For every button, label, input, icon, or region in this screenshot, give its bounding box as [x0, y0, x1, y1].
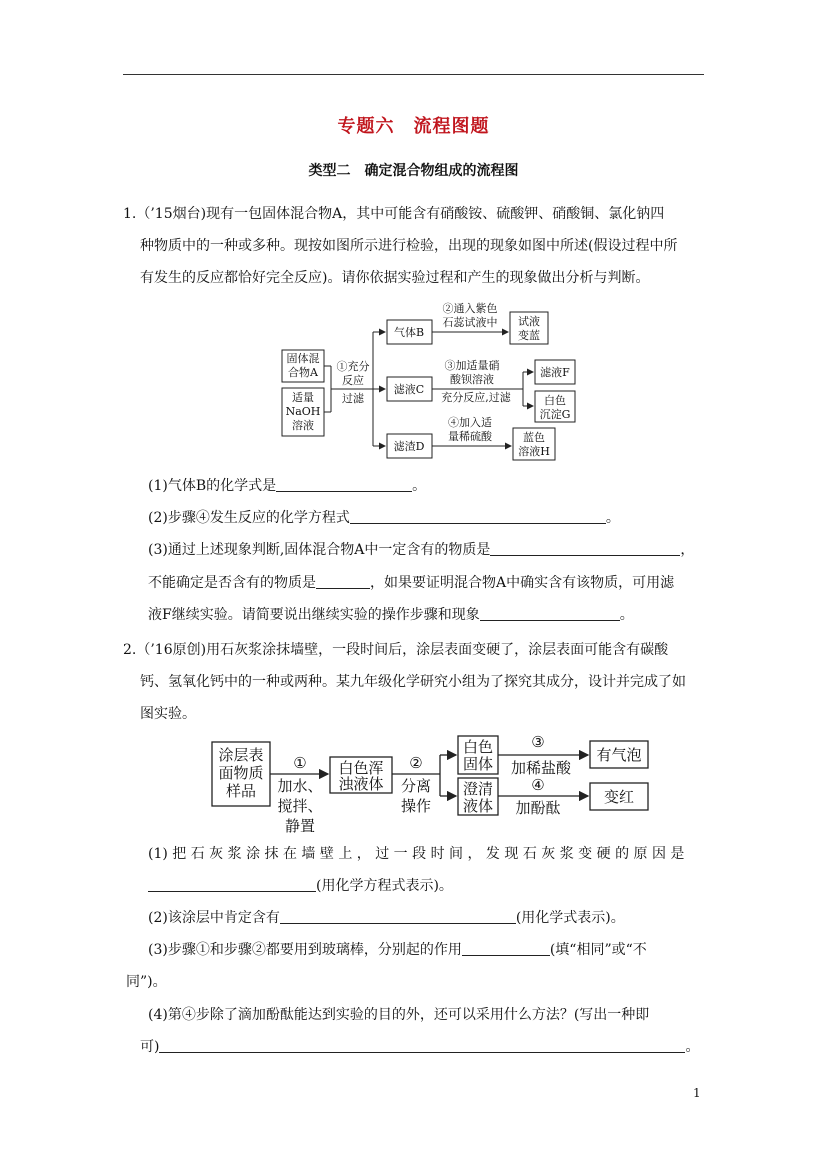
q1-label-step3-line1: ③加适量硝	[444, 359, 500, 372]
q1-sub3-line3	[148, 605, 634, 626]
q2-label-step3-num: ③	[531, 734, 545, 751]
q1-label-precipG-line1: 白色	[544, 394, 566, 407]
q1-label-filtrateC: 滤液C	[393, 383, 425, 396]
q1-label-step3-line2: 酸钡溶液	[450, 373, 494, 386]
q2-label-step4-num: ④	[531, 776, 545, 794]
q2-label-solid-line2: 固体	[462, 755, 494, 773]
q1-label-step4-line1: ④加入适	[448, 416, 492, 429]
q1-label-step1-line2: 反应	[342, 374, 364, 387]
q1-label-step1-line1: ①充分	[336, 360, 370, 373]
q2-label-step1-line2: 搅拌、	[277, 797, 323, 815]
q1-sub2	[148, 508, 620, 529]
q1-sub2-end: 。	[605, 510, 620, 526]
q2-sub3-text2: (填“相同”或“不	[549, 942, 647, 958]
q1-label-input1-line2: 合物A	[288, 366, 318, 379]
q2-label-step4: 加酚酞	[515, 799, 561, 817]
q1-sub1	[148, 476, 426, 497]
q1-sub3-end: 。	[619, 607, 634, 623]
q1-label-step1-line3: 过滤	[342, 392, 364, 405]
q2-label-step1-num: ①	[293, 754, 307, 772]
q2-label-step2-line2: 操作	[400, 797, 432, 815]
q2-sub4-line1: (4)第④步除了滴加酚酞能达到实验的目的外，还可以采用什么方法？(写出一种即	[148, 1007, 650, 1023]
q1-label-step4-line2: 量稀硫酸	[448, 430, 492, 443]
q1-label-input2-line2: NaOH	[285, 405, 321, 418]
q2-line-1: 2.（’16原创)用石灰浆涂抹墙壁，一段时间后，涂层表面变硬了，涂层表面可能含有碳酸	[123, 642, 669, 658]
q1-sub3-text4: 液F继续实验。请简要说出继续实验的操作步骤和现象	[148, 607, 480, 623]
q1-sub1-text: (1)气体B的化学式是	[148, 478, 277, 494]
q2-sub3-line1	[148, 940, 647, 961]
q1-label-gasB: 气体B	[393, 326, 425, 339]
q2-label-turbid-line2: 浊液体	[338, 775, 384, 793]
q1-line-3: 有发生的反应都恰好完全反应)。请你依据实验过程和产生的现象做出分析与判断。	[140, 270, 650, 286]
q2-sub1-line1: (1) 把 石 灰 浆 涂 抹 在 墙 壁 上 ， 过 一 段 时 间 ， 发 现 石 灰 浆 变 硬 的 原 因 是	[148, 846, 685, 862]
q1-label-precipG-line2: 沉淀G	[539, 408, 571, 421]
q2-line-2: 钙、氢氧化钙中的一种或两种。某九年级化学研究小组为了探究其成分，设计并完成了如	[140, 674, 686, 690]
q2-sub3-line2: 同”)。	[126, 974, 167, 990]
q2-sub2-end: (用化学式表示)。	[515, 910, 625, 926]
q1-label-input1-line1: 固体混	[286, 352, 320, 365]
q2-label-sample-line3: 样品	[225, 782, 257, 800]
q2-sub2	[148, 908, 625, 929]
q2-label-turbid-line1: 白色浑	[338, 759, 384, 777]
q2-label-step3: 加稀盐酸	[510, 759, 572, 777]
q1-sub3-text2: 不能确定是否含有的物质是	[148, 575, 316, 591]
q2-label-step1-line1: 加水、	[277, 777, 323, 795]
q2-label-clear-line2: 液体	[462, 797, 494, 815]
q1-sub3-text: (3)通过上述现象判断,固体混合物A中一定含有的物质是	[148, 542, 491, 558]
q1-sub3-line2	[148, 573, 674, 594]
q2-label-red: 变红	[603, 788, 635, 806]
header-rule	[123, 74, 704, 75]
q2-sub1-blank[interactable]	[148, 877, 316, 892]
q1-sub3-blank2[interactable]	[316, 574, 370, 589]
q2-sub2-blank[interactable]	[280, 909, 516, 924]
q1-label-input2-line3: 溶液	[292, 419, 314, 432]
q1-sub2-text: (2)步骤④发生反应的化学方程式	[148, 510, 350, 526]
q1-sub2-blank[interactable]	[350, 509, 606, 524]
q2-flowchart	[205, 734, 665, 836]
q2-sub4-text: 可)	[140, 1039, 160, 1055]
page-number: 1	[693, 1086, 701, 1100]
q1-sub3-text3: ，如果要证明混合物A中确实含有该物质，可用滤	[370, 575, 675, 591]
q1-label-input2-line1: 适量	[292, 391, 314, 404]
page-title: 专题六 流程图题	[337, 116, 490, 137]
q2-sub4-line2	[140, 1037, 699, 1058]
q1-sub3-line1	[148, 540, 694, 561]
q1-label-result2-line2: 变蓝	[518, 329, 540, 342]
q1-sub1-blank[interactable]	[276, 477, 412, 492]
q1-label-step2-line1: ②通入紫色	[442, 302, 498, 315]
q1-flowchart	[275, 298, 595, 464]
q2-label-solid-line1: 白色	[462, 738, 494, 756]
q2-label-step2-line1: 分离	[400, 777, 432, 795]
q1-line-1: 1.（’15烟台)现有一包固体混合物A，其中可能含有硝酸铵、硫酸钾、硝酸铜、氯化钠四	[123, 206, 665, 222]
q1-label-step3-line3: 充分反应,过滤	[441, 391, 511, 404]
q2-label-step1-line3: 静置	[284, 817, 316, 835]
q1-sub3-blank3[interactable]	[480, 606, 620, 621]
q2-line-3: 图实验。	[140, 706, 196, 722]
q2-sub3-text: (3)步骤①和步骤②都要用到玻璃棒，分别起的作用	[148, 942, 462, 958]
q1-sub1-end: 。	[412, 478, 427, 494]
q1-label-solutionH-line1: 蓝色	[523, 431, 545, 444]
section-subtitle: 类型二 确定混合物组成的流程图	[308, 163, 519, 179]
q1-sub3-comma: ，	[680, 542, 695, 558]
q1-label-result2-line1: 试液	[518, 315, 540, 328]
q2-sub1-end: (用化学方程式表示)。	[316, 878, 453, 894]
q2-sub4-end: 。	[685, 1039, 700, 1055]
q2-label-clear-line1: 澄清	[462, 780, 494, 798]
q2-sub2-text: (2)该涂层中肯定含有	[148, 910, 280, 926]
q2-sub4-blank[interactable]	[159, 1038, 685, 1053]
q1-label-step2-line2: 石蕊试液中	[442, 316, 498, 329]
q2-label-sample-line1: 涂层表	[218, 746, 264, 764]
q1-line-2: 种物质中的一种或多种。现按如图所示进行检验，出现的现象如图中所述(假设过程中所	[140, 238, 678, 254]
q1-label-residueD: 滤渣D	[393, 440, 425, 453]
q2-label-bubbles: 有气泡	[596, 746, 642, 764]
q1-sub3-blank1[interactable]	[490, 541, 680, 556]
q2-label-step2-num: ②	[409, 754, 423, 772]
q1-label-filtrateF: 滤液F	[540, 366, 570, 379]
q2-sub1-line2	[148, 876, 453, 897]
q2-label-sample-line2: 面物质	[218, 764, 264, 782]
q2-sub3-blank[interactable]	[462, 941, 550, 956]
q1-label-solutionH-line2: 溶液H	[518, 445, 550, 458]
